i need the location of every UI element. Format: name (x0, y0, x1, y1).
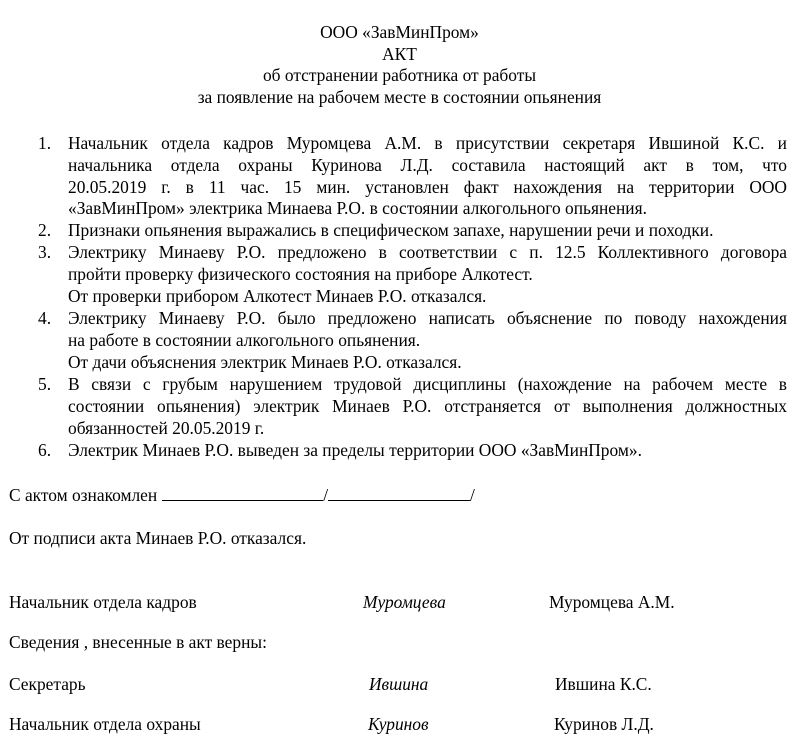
item-number: 3. (38, 242, 52, 262)
handwritten-signature: Муромцева (363, 592, 446, 612)
item-line: обязанностей 20.05.2019 г. (68, 417, 265, 438)
position-label: Начальник отдела охраны (9, 714, 201, 734)
item-text (68, 242, 787, 307)
signatory-name: Муромцева А.М. (549, 592, 675, 612)
handwritten-signature: Куринов (368, 714, 429, 734)
item-line: 20.05.2019 г. в 11 час. 15 мин. установлен факт нахождения на территории ООО (68, 176, 787, 197)
document-title-line-1: об отстранении работника от работы (262, 65, 537, 85)
item-text (68, 440, 787, 462)
acknowledgement-label: С актом ознакомлен (9, 485, 158, 505)
item-text (68, 308, 787, 373)
item-line: на работе в состоянии алкогольного опьянения. (68, 329, 421, 350)
signatory-name: Куринов Л.Д. (554, 714, 654, 734)
signature-blank (162, 484, 323, 501)
item-line: Электрику Минаеву Р.О. предложено в соответствии с п. 12.5 Коллективного договора (68, 242, 787, 262)
item-line: Начальник отдела кадров Муромцева А.М. в присутствии секретаря Ившиной К.С. и (68, 133, 787, 153)
signature-row-secretary (0, 674, 799, 696)
signatory-name: Ившина К.С. (555, 674, 652, 694)
item-number: 2. (38, 220, 52, 240)
item-line: «ЗавМинПром» электрика Минаева Р.О. в состоянии алкогольного опьянения. (68, 198, 647, 219)
item-number: 1. (38, 133, 52, 153)
refusal-note: От подписи акта Минаев Р.О. отказался. (9, 528, 307, 548)
document-title-line-2: за появление на рабочем месте в состоянии опьянения (197, 86, 602, 107)
item-line: В связи с грубым нарушением трудовой дисциплины (нахождение на рабочем месте в (68, 374, 787, 394)
position-label: Секретарь (9, 674, 86, 694)
item-number: 4. (38, 308, 52, 328)
item-line: состоянии опьянения) электрик Минаев Р.О. отстраняется от выполнения должностных (68, 395, 787, 416)
item-line: пройти проверку физического состояния на приборе Алкотест. (68, 263, 533, 284)
document-type: АКТ (382, 43, 417, 64)
item-line: Признаки опьянения выражались в специфическом запахе, нарушении речи и походки. (68, 220, 714, 240)
position-label: Начальник отдела кадров (9, 592, 197, 612)
item-number: 6. (38, 440, 52, 460)
item-text (68, 374, 787, 439)
acknowledgement-line (9, 484, 475, 506)
item-text (68, 133, 787, 220)
document-header (0, 22, 799, 108)
info-correct-statement: Сведения , внесенные в акт верны: (9, 632, 267, 652)
separator: / (323, 485, 329, 505)
signature-row-hr-head (0, 592, 799, 614)
item-line: начальника отдела охраны Куринова Л.Д. составила настоящий акт в том, что (68, 154, 787, 175)
item-line: Электрик Минаев Р.О. выведен за пределы территории ООО «ЗавМинПром». (68, 440, 642, 460)
handwritten-signature: Ившина (369, 674, 429, 694)
name-blank (328, 484, 470, 501)
item-text (68, 220, 787, 242)
item-line: Электрику Минаеву Р.О. было предложено написать объяснение по поводу нахождения (68, 308, 787, 328)
item-line: От дачи объяснения электрик Минаев Р.О. отказался. (68, 351, 462, 372)
signature-row-security-head (0, 714, 799, 736)
item-number: 5. (38, 374, 52, 394)
separator: / (470, 485, 475, 505)
item-line: От проверки прибором Алкотест Минаев Р.О. отказался. (68, 285, 487, 306)
organization-name: ООО «ЗавМинПром» (320, 22, 479, 42)
